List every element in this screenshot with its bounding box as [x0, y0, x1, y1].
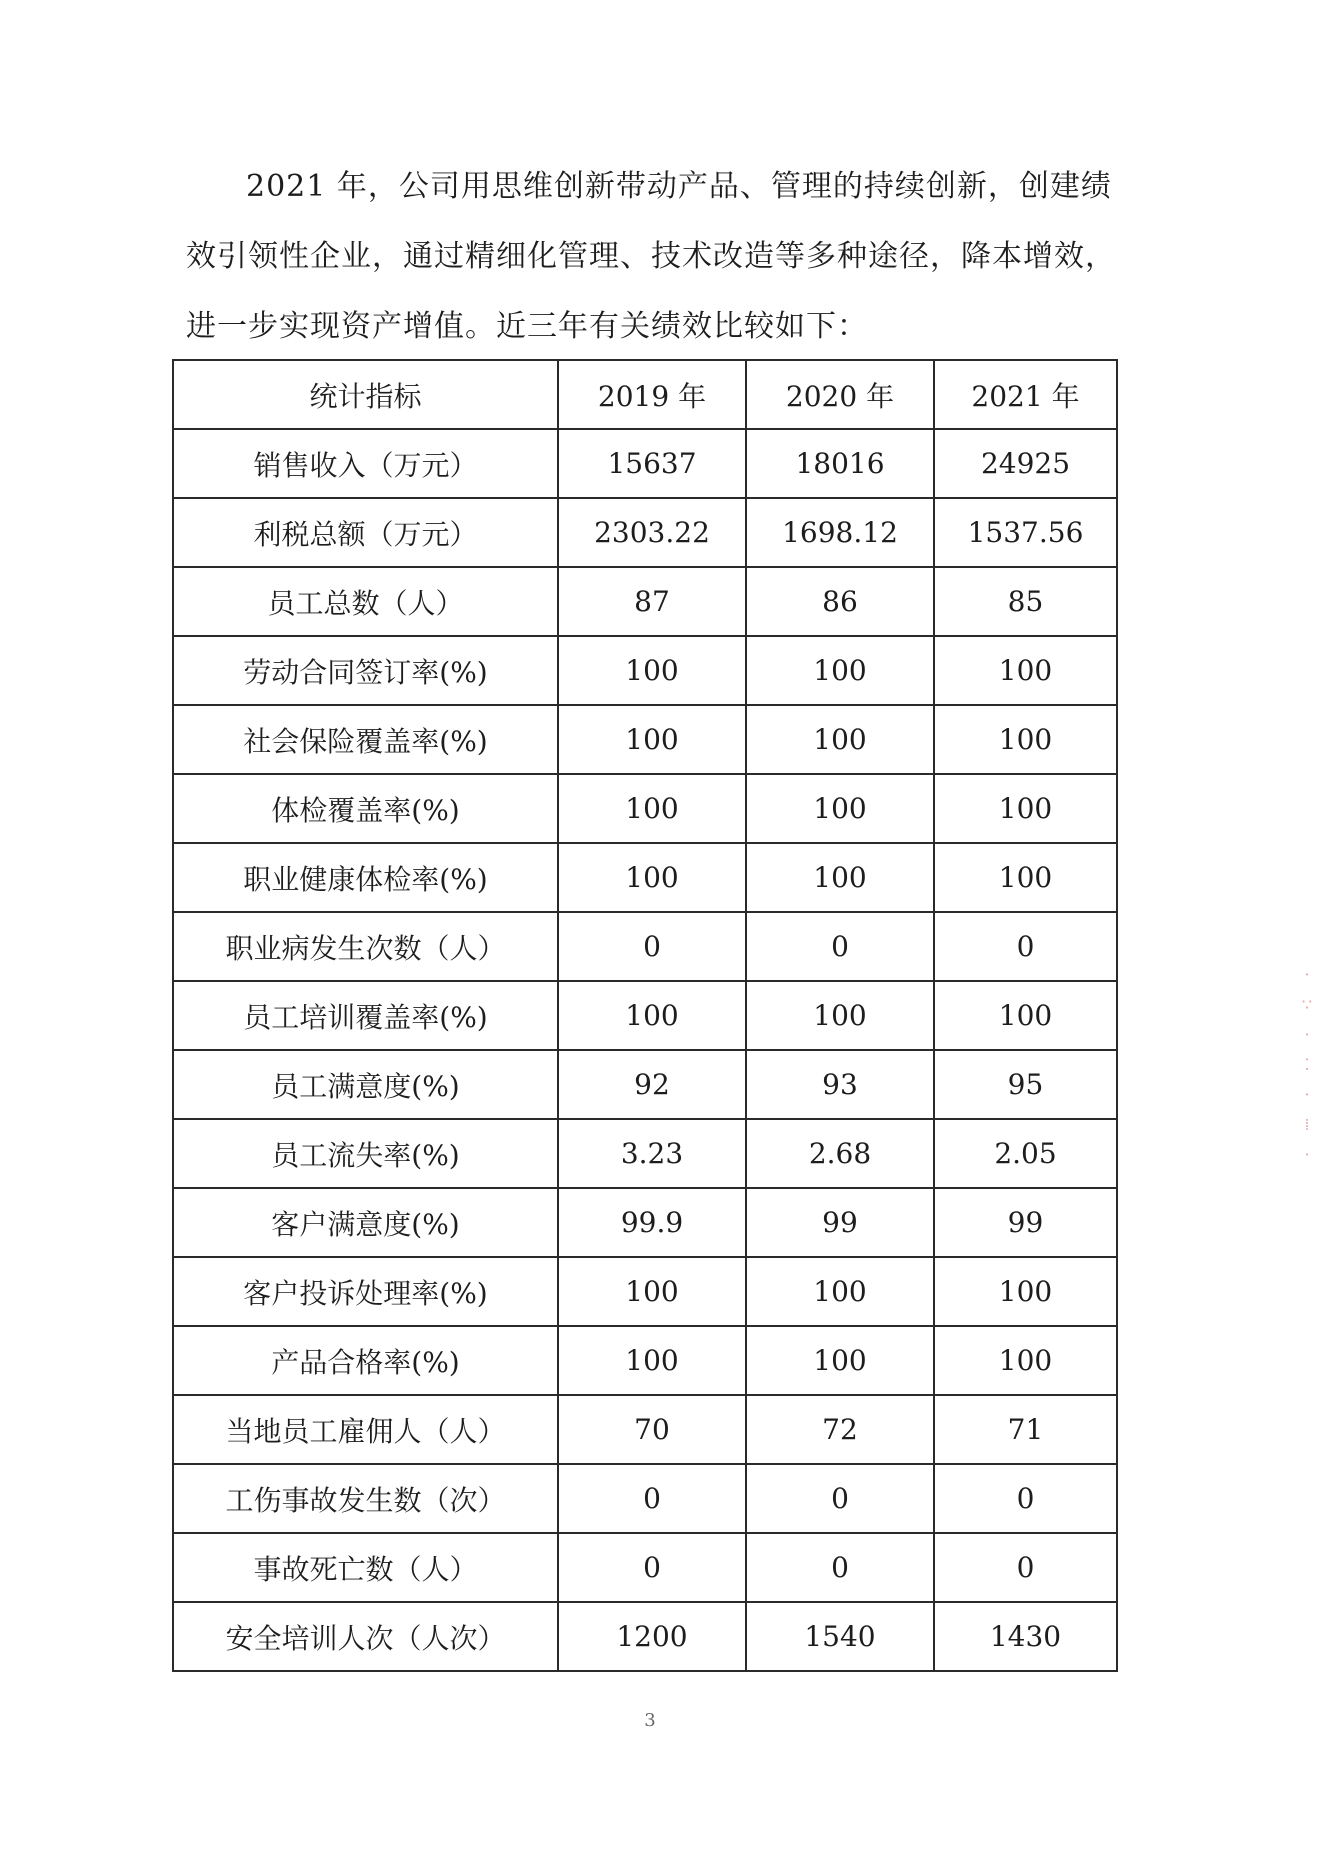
table-row [173, 1050, 1117, 1119]
intro-paragraph [186, 152, 1122, 362]
row-label: 职业病发生次数（人） [173, 912, 558, 981]
row-label: 员工总数（人） [173, 567, 558, 636]
value-2019: 87 [558, 567, 746, 636]
table-row [173, 843, 1117, 912]
value-2020: 100 [746, 636, 934, 705]
value-2021: 85 [934, 567, 1117, 636]
value-2020: 1698.12 [746, 498, 934, 567]
value-2020: 100 [746, 981, 934, 1050]
table-row [173, 567, 1117, 636]
value-2021: 100 [934, 1326, 1117, 1395]
row-label: 员工满意度(%) [173, 1050, 558, 1119]
value-2020: 100 [746, 1257, 934, 1326]
row-label: 当地员工雇佣人（人） [173, 1395, 558, 1464]
value-2019: 70 [558, 1395, 746, 1464]
value-2019: 92 [558, 1050, 746, 1119]
value-2021: 2.05 [934, 1119, 1117, 1188]
value-2021: 100 [934, 1257, 1117, 1326]
value-2020: 100 [746, 843, 934, 912]
value-2019: 100 [558, 981, 746, 1050]
value-2021: 1430 [934, 1602, 1117, 1671]
table-row [173, 429, 1117, 498]
value-2021: 100 [934, 981, 1117, 1050]
value-2019: 3.23 [558, 1119, 746, 1188]
value-2020: 0 [746, 912, 934, 981]
header-indicator: 统计指标 [173, 360, 558, 429]
value-2020: 1540 [746, 1602, 934, 1671]
value-2020: 0 [746, 1533, 934, 1602]
value-2021: 95 [934, 1050, 1117, 1119]
value-2021: 100 [934, 774, 1117, 843]
table-row [173, 1464, 1117, 1533]
table-row [173, 1533, 1117, 1602]
table-row [173, 1257, 1117, 1326]
value-2020: 100 [746, 1326, 934, 1395]
value-2021: 100 [934, 843, 1117, 912]
row-label: 员工培训覆盖率(%) [173, 981, 558, 1050]
table-row [173, 705, 1117, 774]
value-2021: 0 [934, 1533, 1117, 1602]
value-2019: 99.9 [558, 1188, 746, 1257]
value-2020: 86 [746, 567, 934, 636]
row-label: 客户投诉处理率(%) [173, 1257, 558, 1326]
table-row [173, 1188, 1117, 1257]
row-label: 事故死亡数（人） [173, 1533, 558, 1602]
value-2019: 100 [558, 1326, 746, 1395]
header-2021: 2021 年 [934, 360, 1117, 429]
row-label: 产品合格率(%) [173, 1326, 558, 1395]
table-row [173, 774, 1117, 843]
row-label: 工伤事故发生数（次） [173, 1464, 558, 1533]
table-row [173, 1602, 1117, 1671]
value-2019: 0 [558, 912, 746, 981]
value-2021: 100 [934, 705, 1117, 774]
value-2019: 100 [558, 843, 746, 912]
value-2021: 100 [934, 636, 1117, 705]
row-label: 利税总额（万元） [173, 498, 558, 567]
value-2019: 100 [558, 1257, 746, 1326]
row-label: 销售收入（万元） [173, 429, 558, 498]
header-2019: 2019 年 [558, 360, 746, 429]
intro-line-3: 进一步实现资产增值。近三年有关绩效比较如下： [186, 309, 868, 344]
table-header-row [173, 360, 1117, 429]
value-2021: 1537.56 [934, 498, 1117, 567]
table-row [173, 636, 1117, 705]
value-2021: 24925 [934, 429, 1117, 498]
value-2020: 72 [746, 1395, 934, 1464]
page-number: 3 [644, 1710, 656, 1731]
table-row [173, 912, 1117, 981]
value-2020: 99 [746, 1188, 934, 1257]
intro-line-1: 2021 年，公司用思维创新带动产品、管理的持续创新，创建绩 [246, 169, 1112, 204]
value-2020: 18016 [746, 429, 934, 498]
row-label: 体检覆盖率(%) [173, 774, 558, 843]
row-label: 安全培训人次（人次） [173, 1602, 558, 1671]
value-2021: 0 [934, 1464, 1117, 1533]
row-label: 员工流失率(%) [173, 1119, 558, 1188]
table-row [173, 981, 1117, 1050]
table-row [173, 1326, 1117, 1395]
table-row [173, 498, 1117, 567]
row-label: 社会保险覆盖率(%) [173, 705, 558, 774]
value-2019: 0 [558, 1464, 746, 1533]
table-row [173, 1119, 1117, 1188]
performance-table [172, 359, 1118, 1672]
value-2019: 15637 [558, 429, 746, 498]
value-2021: 0 [934, 912, 1117, 981]
intro-line-2: 效引领性企业，通过精细化管理、技术改造等多种途径，降本增效， [186, 239, 1116, 274]
value-2021: 71 [934, 1395, 1117, 1464]
value-2019: 100 [558, 774, 746, 843]
header-2020: 2020 年 [746, 360, 934, 429]
seam-stamp-fragment: · ∵ · ⁚ · ⁞ · [1301, 965, 1313, 1164]
value-2020: 2.68 [746, 1119, 934, 1188]
value-2019: 1200 [558, 1602, 746, 1671]
value-2019: 2303.22 [558, 498, 746, 567]
row-label: 职业健康体检率(%) [173, 843, 558, 912]
value-2020: 0 [746, 1464, 934, 1533]
value-2020: 100 [746, 774, 934, 843]
row-label: 客户满意度(%) [173, 1188, 558, 1257]
value-2020: 100 [746, 705, 934, 774]
value-2019: 100 [558, 636, 746, 705]
table-row [173, 1395, 1117, 1464]
row-label: 劳动合同签订率(%) [173, 636, 558, 705]
value-2021: 99 [934, 1188, 1117, 1257]
value-2020: 93 [746, 1050, 934, 1119]
value-2019: 0 [558, 1533, 746, 1602]
value-2019: 100 [558, 705, 746, 774]
